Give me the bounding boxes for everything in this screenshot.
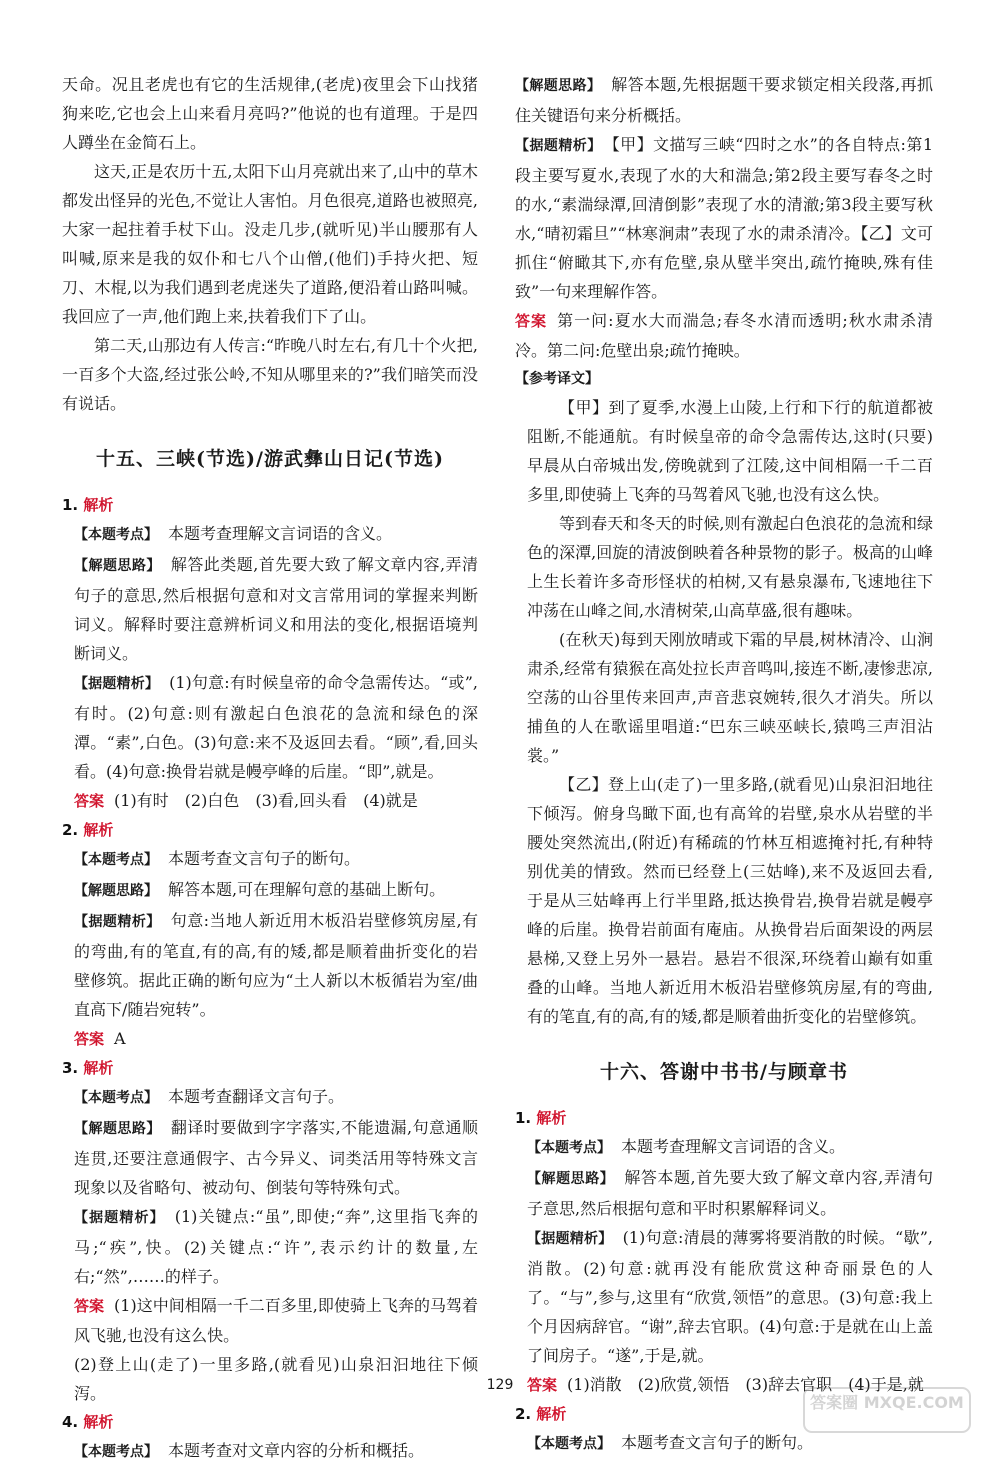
analysis-label: 解析: [83, 821, 114, 839]
intro-text: [62, 70, 478, 418]
entry: [527, 1163, 933, 1223]
right-column: [515, 70, 933, 1459]
question-heading: [62, 1408, 478, 1436]
analysis-label: 解析: [83, 1059, 114, 1077]
answer-text: (1)有时 (2)白色 (3)看,回头看 (4)就是: [114, 791, 418, 810]
paragraph: (在秋天)每到天刚放晴或下霜的早晨,树林清冷、山涧肃杀,经常有猿猴在高处拉长声音鸣叫,接连不断,凄惨悲凉,空荡的山谷里传来回声,声音悲哀婉转,很久才消失。所以捕鱼的人在歌谣里唱道:“巴东三峡巫峡长,猿鸣三声泪沾裳。”: [527, 630, 933, 765]
answer-text: (1)这中间相隔一千二百多里,即使骑上飞奔的马驾着风飞驰,也没有这么快。: [74, 1296, 478, 1345]
entry: [515, 130, 933, 306]
question-number: 3.: [62, 1059, 79, 1077]
entry: [74, 519, 478, 550]
entry-text: 句意:当地人新近用木板沿岩壁修筑房屋,有的弯曲,有的笔直,有的高,有的矮,都是顺着曲折变化的岩壁修筑。据此正确的断句应为“土人新以木板循岩为室/曲直高下/随岩宛转”。: [74, 911, 478, 1019]
answer-tag: 答案: [74, 1030, 105, 1048]
answer-tag: 答案: [74, 792, 105, 810]
entry-tag: 【解题思路】: [74, 1121, 161, 1137]
analysis-label: 解析: [83, 1413, 114, 1431]
question-block: [62, 1054, 478, 1408]
question-number: 2.: [62, 821, 79, 839]
answer-text: 第一问:夏水大而湍急;春冬水清而透明;秋水肃杀清冷。第二问:危壁出泉;疏竹掩映。: [515, 311, 933, 360]
question-heading: [515, 1104, 933, 1132]
analysis-label: 解析: [536, 1109, 567, 1127]
paragraph: 这天,正是农历十五,太阳下山月亮就出来了,山中的草木都发出怪异的光色,不觉让人害怕。月色很亮,道路也被照亮,大家一起拄着手杖下山。没走几步,(就听见)半山腰那有人叫喊,原来是我的奴仆和七八个山僧,(他们)手持火把、短刀、木棍,以为我们遇到老虎迷失了道路,便沿着山路叫喊。我回应了一声,他们跑上来,扶着我们下了山。: [62, 162, 478, 326]
entry-text: (1)句意:有时候皇帝的命令急需传达。“或”,有时。(2)句意:则有激起白色浪花的急流和绿色的深潭。“素”,白色。(3)句意:来不及返回去看。“顾”,看,回头看。(4)句意:换骨岩就是幔亭峰的后崖。“即”,就是。: [74, 673, 478, 781]
answer-text: A: [114, 1029, 126, 1048]
answer: [515, 306, 933, 365]
entry: [74, 1113, 478, 1202]
paragraph: 天命。况且老虎也有它的生活规律,(老虎)夜里会下山找猪狗来吃,它也会上山来看月亮吗?”他说的也有道理。于是四人蹲坐在金简石上。: [62, 75, 478, 152]
question-heading: [62, 816, 478, 844]
reference-translation-heading: 【参考译文】: [515, 371, 599, 387]
paragraph: 等到春天和冬天的时候,则有激起白色浪花的急流和绿色的深潭,回旋的清波倒映着各种景物的影子。极高的山峰上生长着许多奇形怪状的柏树,又有悬泉瀑布,飞速地往下冲荡在山峰之间,水清树荣,山高草盛,很有趣味。: [527, 514, 933, 620]
paragraph: 【乙】登上山(走了)一里多路,(就看见)山泉汩汩地往下倾泻。俯身鸟瞰下面,也有高耸的岩壁,泉水从岩壁的半腰处突然流出,(附近)有稀疏的竹林互相遮掩衬托,有种特别优美的情致。然而已经登上(三姑峰),来不及返回去看,于是从三姑峰再上行半里路,抵达换骨岩,换骨岩就是幔亭峰的后崖。换骨岩前面有庵庙。从换骨岩后面架设的两层悬梯,又登上另外一悬岩。悬岩不很深,环绕着山巅有如重叠的山峰。当地人新近用木板沿岩壁修筑房屋,有的弯曲,有的笔直,有的高,有的矮,都是顺着曲折变化的岩壁修筑。: [527, 775, 933, 1026]
entry-text: 【甲】文描写三峡“四时之水”的各自特点:第1段主要写夏水,表现了水的大和湍急;第2段主要写春冬之时的水,“素湍绿潭,回清倒影”表现了水的清澈;第3段主要写秋水,“晴初霜旦”“林寒涧肃”表现了水的肃杀清冷。【乙】文可抓住“俯瞰其下,亦有危壁,泉从壁半突出,疏竹掩映,殊有佳致”一句来理解作答。: [515, 135, 933, 301]
entry: [527, 1223, 933, 1370]
entry: [515, 70, 933, 130]
entry-text: 本题考查翻译文言句子。: [168, 1087, 345, 1106]
question-block: [62, 1408, 478, 1467]
entry-text: 解答此类题,首先要大致了解文章内容,弄清句子的意思,然后根据句意和对文言常用词的掌握来判断词义。解释时要注意辨析词义和用法的变化,根据语境判断词义。: [74, 555, 478, 663]
entry-text: 翻译时要做到字字落实,不能遗漏,句意通顺连贯,还要注意通假字、古今异义、词类活用等特殊文言现象以及省略句、被动句、倒装句等特殊句式。: [74, 1118, 478, 1197]
entry-tag: 【本题考点】: [527, 1436, 611, 1452]
entry: [74, 550, 478, 668]
analysis-label: 解析: [536, 1405, 567, 1423]
section-title: 十六、答谢中书书/与顾章书: [600, 1061, 848, 1083]
entry-tag: 【据题精析】: [74, 676, 160, 692]
entry-text: 本题考查文言句子的断句。: [168, 849, 361, 868]
left-column: [62, 70, 478, 1467]
entry: [527, 1132, 933, 1163]
entry: [74, 1082, 478, 1113]
watermark-text: 答案圈 MXQE.COM: [810, 1393, 964, 1412]
question-number: 4.: [62, 1413, 79, 1431]
section-title: 十五、三峡(节选)/游武彝山日记(节选): [96, 448, 444, 470]
entry-text: 本题考查对文章内容的分析和概括。: [168, 1441, 425, 1460]
entry-tag: 【据题精析】: [74, 914, 161, 930]
watermark-logo: [802, 1386, 972, 1434]
answer: [74, 1024, 478, 1054]
entry-tag: 【解题思路】: [74, 883, 158, 899]
entry-tag: 【据题精析】: [515, 138, 602, 154]
entry: [74, 668, 478, 786]
entry-tag: 【本题考点】: [74, 1090, 158, 1106]
entry-text: 解答本题,首先要大致了解文章内容,弄清句子意思,然后根据句意和平时积累解释词义。: [527, 1168, 933, 1218]
entry-tag: 【本题考点】: [74, 1444, 158, 1460]
question-block: [62, 491, 478, 816]
entry-tag: 【本题考点】: [74, 852, 158, 868]
paragraph: 【甲】到了夏季,水漫上山陵,上行和下行的航道都被阻断,不能通航。有时候皇帝的命令急需传达,这时(只要)早晨从白帝城出发,傍晚就到了江陵,这中间相隔一千二百多里,即使骑上飞奔的马驾着风飞驰,也没有这么快。: [527, 398, 933, 504]
entry: [74, 1436, 478, 1467]
entry-tag: 【据题精析】: [527, 1231, 613, 1247]
question-block: [62, 816, 478, 1054]
page-number: 129: [486, 1377, 514, 1393]
answer-text: (1)消散 (2)欣赏,领悟 (3)辞去官职 (4)于是,就: [567, 1375, 924, 1394]
entry-tag: 【本题考点】: [74, 527, 158, 543]
entry-text: 本题考查文言句子的断句。: [621, 1433, 814, 1452]
answer: [74, 786, 478, 816]
question-number: 1.: [62, 496, 79, 514]
question-heading: [62, 1054, 478, 1082]
paragraph: 第二天,山那边有人传言:“昨晚八时左右,有几十个火把,一百多个大盗,经过张公岭,不知从哪里来的?”我们暗笑而没有说话。: [62, 336, 478, 413]
answer-tag: 答案: [74, 1297, 105, 1315]
question-number: 1.: [515, 1109, 532, 1127]
entry-tag: 【解题思路】: [74, 558, 161, 574]
entry-text: 解答本题,可在理解句意的基础上断句。: [168, 880, 446, 899]
entry-text: (1)句意:清晨的薄雾将要消散的时候。“歇”,消散。(2)句意:就再没有能欣赏这种奇丽景色的人了。“与”,参与,这里有“欣赏,领悟”的意思。(3)句意:我上个月因病辞官。“谢”,辞去官职。(4)句意:于是就在山上盖了间房子。“遂”,于是,就。: [527, 1228, 933, 1365]
question-block: [515, 1104, 933, 1400]
question-number: 2.: [515, 1405, 532, 1423]
entry-tag: 【据题精析】: [74, 1210, 165, 1226]
entry: [74, 844, 478, 875]
entry-tag: 【解题思路】: [515, 78, 602, 94]
answer-tag: 答案: [527, 1376, 558, 1394]
entry-text: 解答本题,先根据题干要求锁定相关段落,再抓住关键语句来分析概括。: [515, 75, 933, 125]
answer: [74, 1291, 478, 1350]
entry: [74, 1202, 478, 1291]
entry-text: 本题考查理解文言词语的含义。: [168, 524, 393, 543]
reference-translation: [527, 393, 933, 1031]
answer-tag: 答案: [515, 312, 548, 330]
entry: [74, 906, 478, 1024]
entry-tag: 【解题思路】: [527, 1171, 615, 1187]
analysis-label: 解析: [83, 496, 114, 514]
entry-text: 本题考查理解文言词语的含义。: [621, 1137, 846, 1156]
answer-line: (2)登上山(走了)一里多路,(就看见)山泉汩汩地往下倾泻。: [74, 1355, 478, 1403]
entry: [74, 875, 478, 906]
entry-tag: 【本题考点】: [527, 1140, 611, 1156]
question-heading: [62, 491, 478, 519]
entry-text: (1)关键点:“虽”,即使;“奔”,这里指飞奔的马;“疾”,快。(2)关键点:“许”,表示约计的数量,左右;“然”,……的样子。: [74, 1207, 479, 1286]
